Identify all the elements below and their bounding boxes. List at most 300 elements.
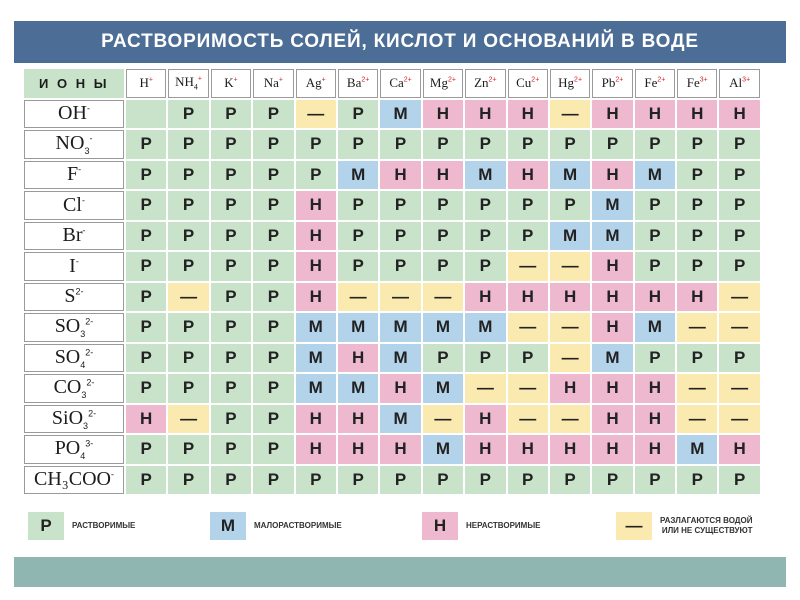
anion-symbol: NO [55, 132, 85, 155]
anion-charge: - [89, 133, 93, 144]
cation-charge: + [148, 76, 153, 84]
solubility-cell: Н [508, 435, 548, 464]
legend-swatch-slightly-soluble: М [210, 512, 246, 540]
solubility-cell: Р [211, 466, 251, 495]
cation-charge: 2+ [361, 76, 370, 84]
ions-corner-label: И О Н Ы [24, 69, 124, 98]
solubility-cell: Н [635, 435, 675, 464]
solubility-cell: Н [719, 435, 759, 464]
solubility-cell: Р [550, 466, 590, 495]
solubility-cell: Р [635, 222, 675, 251]
anion-charge: 3- [85, 438, 94, 449]
cation-header-2 [211, 69, 251, 98]
solubility-cell: Н [423, 100, 463, 129]
solubility-cell: Р [380, 222, 420, 251]
solubility-cell: — [719, 374, 759, 403]
anion-header-6 [24, 283, 124, 312]
solubility-cell: Р [211, 283, 251, 312]
solubility-cell: Р [126, 283, 166, 312]
solubility-cell: — [550, 405, 590, 434]
solubility-cell: — [508, 313, 548, 342]
anion-header-2 [24, 161, 124, 190]
anion-row [24, 405, 760, 434]
solubility-cell: Р [253, 405, 293, 434]
solubility-cell: — [338, 283, 378, 312]
anion-subscript: 3 [81, 390, 87, 401]
solubility-cell: Р [677, 466, 717, 495]
solubility-cell: — [508, 252, 548, 281]
solubility-cell: Р [380, 252, 420, 281]
solubility-cell: Н [380, 161, 420, 190]
solubility-cell: Р [423, 466, 463, 495]
solubility-cell: — [423, 283, 463, 312]
solubility-cell: Р [253, 313, 293, 342]
solubility-cell: Р [253, 191, 293, 220]
solubility-cell: Р [253, 344, 293, 373]
solubility-cell: Р [508, 222, 548, 251]
solubility-cell: Р [126, 466, 166, 495]
solubility-cell: Р [719, 344, 759, 373]
solubility-cell: Н [508, 161, 548, 190]
legend-label-decomposes: РАЗЛАГАЮТСЯ ВОДОЙ ИЛИ НЕ СУЩЕСТВУЮТ [660, 516, 753, 535]
anion-symbol: SO [54, 345, 81, 368]
anion-symbol: F [66, 163, 79, 186]
footer-band [14, 557, 786, 587]
solubility-cell: Р [168, 130, 208, 159]
solubility-cell: Н [508, 100, 548, 129]
cation-header-10 [550, 69, 590, 98]
legend [14, 511, 786, 541]
solubility-cell: Р [211, 435, 251, 464]
solubility-cell: М [423, 313, 463, 342]
anion-charge: - [110, 469, 114, 480]
solubility-cell: М [296, 344, 336, 373]
solubility-cell: Р [380, 466, 420, 495]
anion-symbol: I [69, 254, 76, 277]
legend-item-slightly-soluble [210, 511, 342, 541]
cation-charge: + [321, 76, 326, 84]
solubility-cell: Р [168, 222, 208, 251]
anion-charge: - [78, 164, 82, 175]
solubility-cell: Р [635, 344, 675, 373]
anion-symbol: OH [58, 102, 87, 125]
anion-header-7 [24, 313, 124, 342]
solubility-cell: — [465, 374, 505, 403]
solubility-cell: Р [168, 435, 208, 464]
solubility-cell: Н [338, 405, 378, 434]
solubility-cell: Н [465, 100, 505, 129]
solubility-cell: Р [253, 161, 293, 190]
anion-charge: 2- [85, 316, 94, 327]
solubility-cell: Р [211, 191, 251, 220]
solubility-cell: Р [465, 466, 505, 495]
solubility-cell: — [550, 100, 590, 129]
anion-symbol: PO [54, 437, 81, 460]
solubility-cell: Р [296, 466, 336, 495]
solubility-cell: Р [211, 313, 251, 342]
solubility-cell: М [550, 161, 590, 190]
solubility-cell: М [380, 344, 420, 373]
solubility-cell: — [677, 313, 717, 342]
solubility-cell: Р [465, 252, 505, 281]
legend-swatch-soluble: Р [28, 512, 64, 540]
anion-row [24, 435, 760, 464]
cation-header-4 [296, 69, 336, 98]
solubility-cell: Р [508, 191, 548, 220]
solubility-cell: Р [508, 130, 548, 159]
solubility-cell: Н [677, 100, 717, 129]
solubility-cell: Р [677, 344, 717, 373]
solubility-cell: Р [423, 191, 463, 220]
legend-swatch-decomposes: — [616, 512, 652, 540]
cation-symbol: Hg [558, 75, 575, 91]
anion-charge: 2- [85, 347, 94, 358]
solubility-cell: Н [550, 283, 590, 312]
solubility-cell: Р [126, 191, 166, 220]
solubility-cell: М [465, 161, 505, 190]
legend-item-soluble [28, 511, 135, 541]
anion-row [24, 100, 760, 129]
solubility-cell: М [380, 100, 420, 129]
solubility-cell: Н [592, 405, 632, 434]
cation-header-5 [338, 69, 378, 98]
solubility-cell: Р [465, 191, 505, 220]
cation-header-11 [592, 69, 632, 98]
solubility-cell: Р [211, 222, 251, 251]
solubility-cell: Р [635, 466, 675, 495]
solubility-cell: Р [126, 374, 166, 403]
solubility-cell: Р [719, 191, 759, 220]
cation-symbol: H [139, 75, 149, 91]
solubility-cell: Р [253, 374, 293, 403]
solubility-cell: Р [423, 130, 463, 159]
solubility-cell: Р [719, 252, 759, 281]
solubility-cell: М [338, 313, 378, 342]
solubility-cell: Н [465, 283, 505, 312]
solubility-cell: Н [635, 283, 675, 312]
solubility-cell: Н [296, 191, 336, 220]
anion-subscript: 3 [80, 329, 86, 340]
solubility-cell: — [550, 344, 590, 373]
solubility-cell: Н [380, 435, 420, 464]
solubility-cell: Н [296, 252, 336, 281]
anion-row [24, 283, 760, 312]
solubility-cell: Р [508, 344, 548, 373]
cation-charge: 2+ [615, 76, 624, 84]
solubility-cell: М [338, 161, 378, 190]
solubility-cell: Р [168, 252, 208, 281]
solubility-cell: Р [168, 344, 208, 373]
solubility-cell: Р [338, 222, 378, 251]
solubility-cell: Р [168, 191, 208, 220]
anion-row [24, 191, 760, 220]
anion-symbol: SO [54, 315, 81, 338]
solubility-cell: Н [465, 435, 505, 464]
solubility-cell: Р [380, 191, 420, 220]
cation-symbol: Fe [686, 75, 700, 91]
anion-subscript: 3 [83, 420, 89, 431]
cation-charge: + [197, 76, 203, 84]
solubility-cell: Н [338, 344, 378, 373]
table-body [24, 100, 760, 495]
solubility-cell: М [465, 313, 505, 342]
legend-item-insoluble [422, 511, 541, 541]
solubility-cell: Н [592, 100, 632, 129]
cation-charge: 2+ [488, 76, 497, 84]
cation-charge: 3+ [742, 76, 751, 84]
anion-row [24, 374, 760, 403]
solubility-cell: Р [719, 161, 759, 190]
anion-charge: 2- [86, 377, 95, 388]
anion-symbol: SiO [51, 406, 84, 429]
anion-header-4 [24, 222, 124, 251]
legend-item-decomposes [616, 511, 752, 541]
legend-label-insoluble: НЕРАСТВОРИМЫЕ [466, 521, 541, 530]
solubility-cell: Н [380, 374, 420, 403]
solubility-cell: Р [465, 222, 505, 251]
cation-charge: + [233, 76, 238, 84]
solubility-cell: Н [635, 100, 675, 129]
cation-symbol: Cu [516, 75, 532, 91]
solubility-cell: Н [677, 283, 717, 312]
solubility-cell: Р [211, 374, 251, 403]
solubility-cell: М [296, 374, 336, 403]
anion-row [24, 222, 760, 251]
anion-row [24, 344, 760, 373]
solubility-cell: Н [719, 100, 759, 129]
poster-title: РАСТВОРИМОСТЬ СОЛЕЙ, КИСЛОТ И ОСНОВАНИЙ В ВОДЕ [14, 21, 786, 63]
solubility-cell: Н [126, 405, 166, 434]
anion-symbol: CO [53, 376, 82, 399]
solubility-cell: М [592, 191, 632, 220]
solubility-cell: Р [550, 191, 590, 220]
cation-subscript: 4 [193, 83, 198, 93]
solubility-cell: — [719, 313, 759, 342]
solubility-cell: Р [592, 466, 632, 495]
solubility-cell: Р [253, 100, 293, 129]
cation-symbol: Zn [474, 75, 489, 91]
legend-swatch-insoluble: Н [422, 512, 458, 540]
anion-row [24, 252, 760, 281]
solubility-cell: — [168, 283, 208, 312]
solubility-cell: Н [592, 252, 632, 281]
solubility-cell: М [423, 435, 463, 464]
solubility-cell [126, 100, 166, 129]
anion-header-12 [24, 466, 124, 495]
solubility-cell: Р [168, 313, 208, 342]
solubility-cell: Р [338, 100, 378, 129]
anion-charge: - [82, 225, 86, 236]
solubility-cell: Р [168, 161, 208, 190]
solubility-cell: М [550, 222, 590, 251]
solubility-cell: Р [296, 161, 336, 190]
solubility-cell: Р [719, 466, 759, 495]
solubility-cell: Н [296, 222, 336, 251]
solubility-cell: М [296, 313, 336, 342]
solubility-cell: Р [635, 130, 675, 159]
solubility-cell: Р [465, 130, 505, 159]
solubility-cell: Р [677, 130, 717, 159]
solubility-cell: Н [465, 405, 505, 434]
cation-charge: 2+ [657, 76, 666, 84]
solubility-cell: — [550, 313, 590, 342]
solubility-cell: М [423, 374, 463, 403]
anion-header-11 [24, 435, 124, 464]
solubility-cell: Р [253, 130, 293, 159]
solubility-cell: М [338, 374, 378, 403]
anion-subscript: 4 [80, 359, 86, 370]
solubility-cell: — [296, 100, 336, 129]
anion-charge: - [81, 195, 85, 206]
solubility-cell: Р [126, 344, 166, 373]
solubility-cell: М [592, 344, 632, 373]
anion-subscript: 4 [80, 451, 86, 462]
cation-header-7 [423, 69, 463, 98]
solubility-cell: Р [253, 466, 293, 495]
cation-header-1 [168, 69, 208, 98]
solubility-cell: Р [253, 252, 293, 281]
solubility-cell: Р [508, 466, 548, 495]
solubility-cell: Р [168, 100, 208, 129]
cation-symbol: Ba [346, 75, 362, 91]
solubility-cell: М [635, 161, 675, 190]
anion-header-8 [24, 344, 124, 373]
solubility-cell: Р [126, 130, 166, 159]
solubility-cell: Р [211, 252, 251, 281]
anion-symbol: CH₃COO [34, 468, 111, 491]
solubility-cell: Р [338, 130, 378, 159]
solubility-cell: М [380, 313, 420, 342]
solubility-cell: Р [126, 222, 166, 251]
anion-charge: - [86, 103, 90, 114]
anion-header-0 [24, 100, 124, 129]
cation-header-row [24, 69, 760, 98]
solubility-cell: Р [635, 191, 675, 220]
solubility-cell: Р [465, 344, 505, 373]
solubility-cell: М [677, 435, 717, 464]
solubility-cell: Н [592, 313, 632, 342]
solubility-cell: М [635, 313, 675, 342]
solubility-cell: Р [211, 405, 251, 434]
solubility-cell: — [508, 405, 548, 434]
solubility-cell: Р [211, 161, 251, 190]
solubility-cell: Р [677, 222, 717, 251]
solubility-cell: Р [296, 130, 336, 159]
cation-symbol: K [224, 75, 234, 91]
solubility-cell: Р [677, 161, 717, 190]
solubility-poster [14, 21, 786, 587]
solubility-cell: Р [211, 130, 251, 159]
solubility-cell: — [508, 374, 548, 403]
anion-header-10 [24, 405, 124, 434]
cation-header-6 [380, 69, 420, 98]
solubility-cell: — [719, 283, 759, 312]
solubility-cell: Р [719, 130, 759, 159]
anion-charge: 2- [88, 408, 97, 419]
solubility-cell: Р [719, 222, 759, 251]
solubility-cell: Н [550, 374, 590, 403]
cation-header-9 [508, 69, 548, 98]
solubility-cell: Р [550, 130, 590, 159]
solubility-cell: — [677, 405, 717, 434]
solubility-cell: — [168, 405, 208, 434]
cation-header-8 [465, 69, 505, 98]
anion-row [24, 130, 760, 159]
solubility-cell: Н [296, 283, 336, 312]
solubility-cell: Р [126, 313, 166, 342]
solubility-cell: Н [592, 435, 632, 464]
solubility-cell: Н [592, 161, 632, 190]
cation-header-3 [253, 69, 293, 98]
solubility-cell: Р [126, 252, 166, 281]
solubility-cell: — [550, 252, 590, 281]
solubility-cell: — [423, 405, 463, 434]
solubility-cell: — [677, 374, 717, 403]
anion-header-5 [24, 252, 124, 281]
solubility-cell: Р [338, 191, 378, 220]
solubility-cell: М [380, 405, 420, 434]
legend-label-soluble: РАСТВОРИМЫЕ [72, 521, 136, 530]
solubility-cell: Р [211, 100, 251, 129]
solubility-cell: Н [296, 435, 336, 464]
cation-symbol: NH [175, 74, 194, 90]
cation-symbol: Fe [644, 75, 658, 91]
anion-row [24, 466, 760, 495]
anion-header-3 [24, 191, 124, 220]
solubility-cell: Р [168, 466, 208, 495]
anion-charge: 2- [75, 286, 84, 297]
solubility-cell: Р [423, 344, 463, 373]
solubility-cell: Н [550, 435, 590, 464]
cation-charge: 2+ [574, 76, 583, 84]
solubility-cell: Н [635, 374, 675, 403]
anion-row [24, 313, 760, 342]
anion-symbol: Cl [63, 193, 82, 216]
solubility-cell: Н [508, 283, 548, 312]
cation-charge: 2+ [447, 76, 456, 84]
solubility-cell: Р [338, 466, 378, 495]
solubility-cell: Р [338, 252, 378, 281]
cation-symbol: Ca [389, 75, 404, 91]
anion-symbol: Br [62, 224, 83, 247]
cation-charge: 2+ [531, 76, 540, 84]
anion-subscript: 3 [84, 146, 90, 157]
cation-header-12 [635, 69, 675, 98]
solubility-cell: Р [635, 252, 675, 281]
solubility-cell: М [592, 222, 632, 251]
cation-charge: + [278, 76, 283, 84]
anion-symbol: S [64, 285, 76, 308]
solubility-cell: Р [380, 130, 420, 159]
solubility-cell: Н [592, 283, 632, 312]
solubility-cell: Р [677, 191, 717, 220]
solubility-cell: Р [168, 374, 208, 403]
solubility-cell: Р [126, 161, 166, 190]
solubility-cell: Р [253, 222, 293, 251]
solubility-cell: Н [338, 435, 378, 464]
anion-row [24, 161, 760, 190]
solubility-cell: Р [211, 344, 251, 373]
cation-charge: 2+ [403, 76, 412, 84]
legend-label-slightly-soluble: МАЛОРАСТВОРИМЫЕ [254, 521, 342, 530]
cation-charge: 3+ [699, 76, 708, 84]
cation-header-13 [677, 69, 717, 98]
cation-symbol: Ag [305, 75, 322, 91]
solubility-cell: Н [635, 405, 675, 434]
cation-header-14 [719, 69, 759, 98]
solubility-cell: — [719, 405, 759, 434]
cation-symbol: Na [263, 75, 279, 91]
